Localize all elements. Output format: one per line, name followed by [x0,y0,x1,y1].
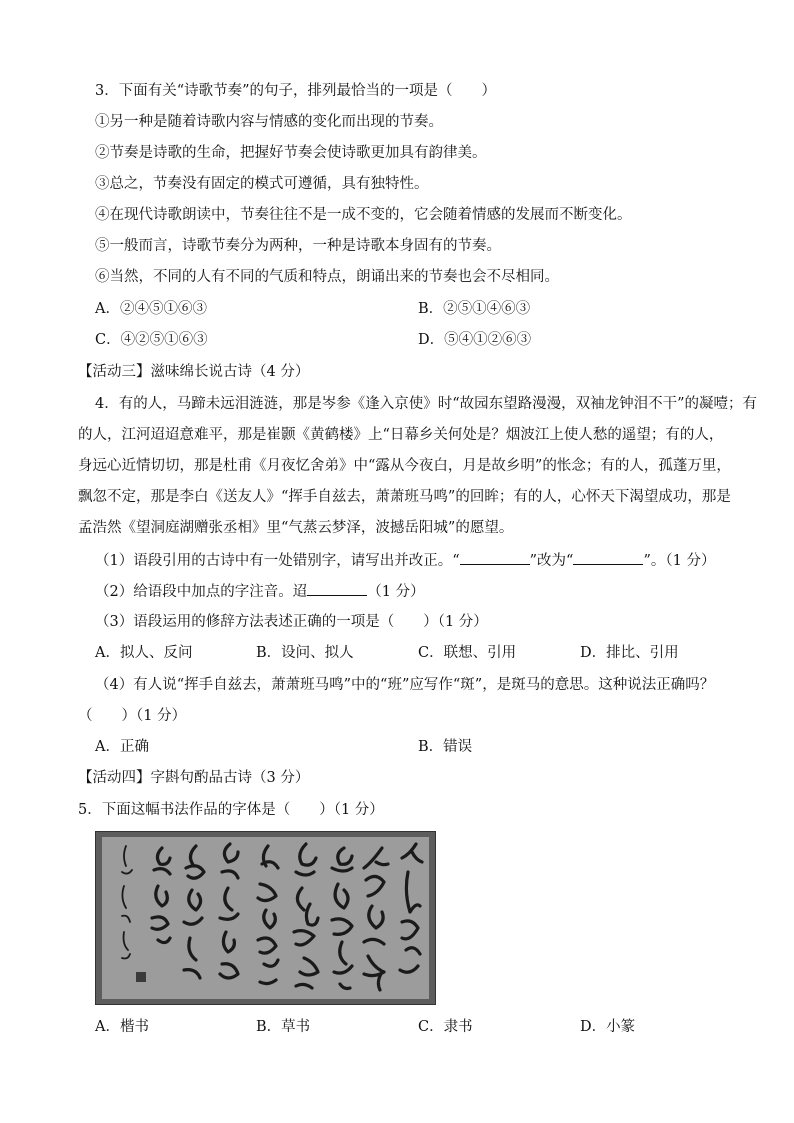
q4-sub1-mid: ”改为“ [529,553,574,569]
activity3-title: 【活动三】滋味绵长说古诗（4 分） [78,364,310,380]
q3-sentence-2: ②节奏是诗歌的生命，把握好节奏会使诗歌更加具有韵律美。 [95,145,487,161]
q5-option-d[interactable]: D．小篆 [580,1019,636,1035]
q4-paragraph-line-5: 孟浩然《望洞庭湖赠张丞相》里“气蒸云梦泽，波撼岳阳城”的愿望。 [78,520,514,536]
q3-stem: 3．下面有关“诗歌节奏”的句子，排列最恰当的一项是（ ） [95,83,497,99]
q5-option-c[interactable]: C．隶书 [418,1019,473,1035]
q4-sub3-option-d[interactable]: D．排比、引用 [580,645,679,661]
q3-sentence-1: ①另一种是随着诗歌内容与情感的变化而出现的节奏。 [95,114,443,130]
q4-sub3-option-c[interactable]: C．联想、引用 [418,645,517,661]
q4-sub1-correct-char-blank[interactable] [573,550,643,565]
q4-paragraph-line-3: 身远心近情切切，那是杜甫《月夜忆舍弟》中“露从今夜白，月是故乡明”的怅念；有的人，孤蓬万里， [78,458,731,474]
q3-sentence-4: ④在现代诗歌朗读中，节奏往往不是一成不变的，它会随着情感的发展而不断变化。 [95,207,632,223]
q4-sub1-end: ”。（1 分） [643,553,716,569]
q4-sub4-stem: （4）有人说“挥手自兹去，萧萧班马鸣”中的“班”应写作“斑”，是斑马的意思。这种说法正确吗？ [95,677,715,693]
calligraphy-seal [136,972,146,982]
q4-sub1 [95,550,715,571]
q3-sentence-5: ⑤一般而言，诗歌节奏分为两种，一种是诗歌本身固有的节奏。 [95,238,501,254]
q4-sub4-answer-paren[interactable]: （ ）（1 分） [78,708,187,724]
q4-sub4-option-b[interactable]: B．错误 [418,739,473,755]
q4-sub2-score: （1 分） [367,584,425,600]
q3-option-d[interactable]: D．⑤④①②⑥③ [418,332,532,348]
q4-sub4-option-a[interactable]: A．正确 [95,739,149,755]
q5-option-b[interactable]: B．草书 [256,1019,311,1035]
q5-option-a[interactable]: A．楷书 [95,1019,149,1035]
q3-option-b[interactable]: B．②⑤①④⑥③ [418,301,531,317]
q4-paragraph-line-2: 的人，江河迢迢意难平，那是崔颢《黄鹤楼》上“日幕乡关何处是？烟波江上使人愁的遥望；有的人， [78,427,724,443]
q4-sub2-prompt: （2）给语段中加点的字注音。迢 [95,584,308,600]
q3-option-c[interactable]: C．④②⑤①⑥③ [95,332,208,348]
q5-stem: 5．下面这幅书法作品的字体是（ ）（1 分） [78,802,384,818]
q4-sub2 [95,581,425,602]
q4-sub3-option-a[interactable]: A．拟人、反问 [95,645,193,661]
q4-sub3-stem: （3）语段运用的修辞方法表述正确的一项是（ ）（1 分） [95,614,488,630]
q4-sub2-pinyin-blank[interactable] [307,581,367,596]
q4-paragraph-line-4: 飘忽不定，那是李白《送友人》“挥手自兹去，萧萧班马鸣”的回眸；有的人，心怀天下渴望成功，那是 [78,489,731,505]
q3-option-a[interactable]: A．②④⑤①⑥③ [95,301,207,317]
activity4-title: 【活动四】字斟句酌品古诗（3 分） [78,770,310,786]
calligraphy-strokes [96,832,437,1006]
q4-sub1-wrong-char-blank[interactable] [460,550,530,565]
q4-sub1-prompt: （1）语段引用的古诗中有一处错别字，请写出并改正。“ [95,553,460,569]
q4-sub3-option-b[interactable]: B．设问、拟人 [256,645,354,661]
q3-sentence-3: ③总之，节奏没有固定的模式可遵循，具有独特性。 [95,176,429,192]
calligraphy-image [95,831,436,1005]
q3-sentence-6: ⑥当然，不同的人有不同的气质和特点，朗诵出来的节奏也会不尽相同。 [95,269,559,285]
q4-paragraph-line-1: 4．有的人，马蹄未远泪涟涟，那是岑参《逢入京使》时“故园东望路漫漫，双袖龙钟泪不干”的凝噎；有 [95,396,758,412]
